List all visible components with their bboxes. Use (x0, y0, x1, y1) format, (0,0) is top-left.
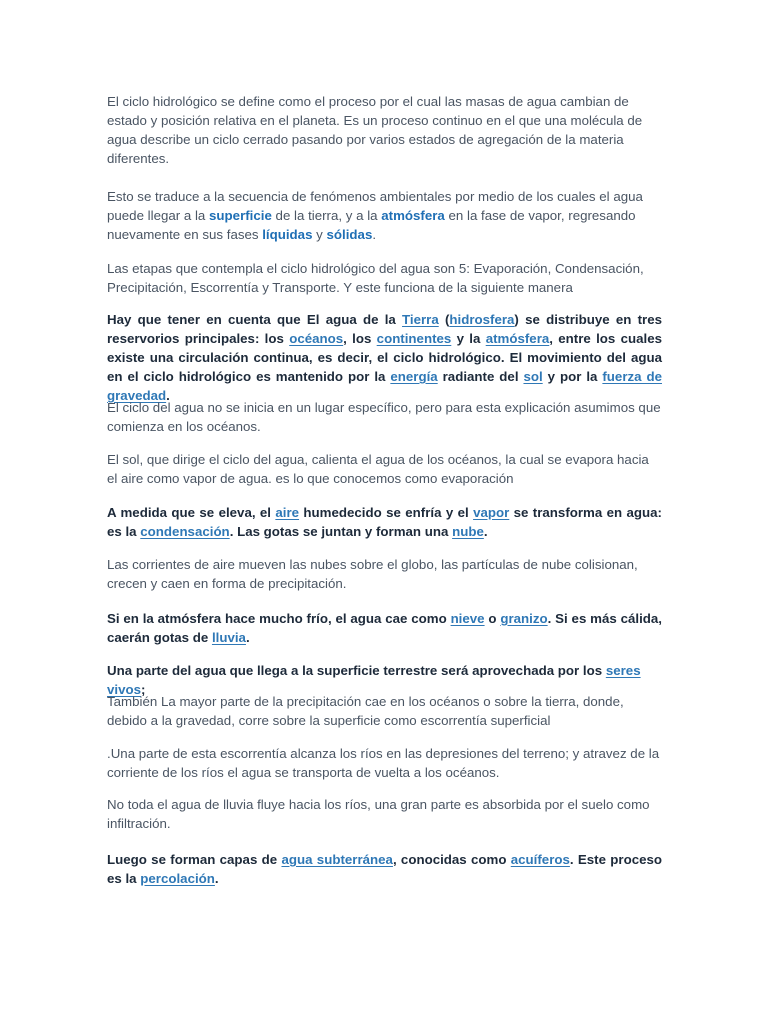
paragraph-condensation (107, 503, 662, 541)
text-run: . (214, 871, 219, 886)
paragraph-definition: El ciclo hidrológico se define como el proceso por el cual las masas de agua cambian de estado y posición relativa en el planeta. Es un proceso continuo en el que una molécula de agua describe un ciclo cerrado pasando por varios estados de agregación de la materia diferentes. (107, 94, 643, 166)
link-acuiferos[interactable]: acuíferos (510, 852, 570, 867)
text-run: humedecido se enfría y el (299, 505, 474, 520)
text-run: y por la (542, 369, 603, 384)
paragraph-stages: Las etapas que contempla el ciclo hidrológico del agua son 5: Evaporación, Condensación, Precipitación, Escorrentía y Transporte. Y este funciona de la siguiente manera (107, 261, 644, 295)
text-run: o (484, 611, 501, 626)
paragraph-snow-rain (107, 609, 662, 647)
text-run: , entre los cuales existe una circulación continua, es decir, el ciclo hidrológico. El movimiento del agua en el ciclo hidrológico es mantenido por la (107, 331, 662, 384)
paragraph-infiltration: No toda el agua de lluvia fluye hacia los ríos, una gran parte es absorbida por el suelo como infiltración. (107, 797, 650, 831)
paragraph-rivers: .Una parte de esta escorrentía alcanza los ríos en las depresiones del terreno; y atravez de la corriente de los ríos el agua se transporta de vuelta a los océanos. (107, 746, 660, 780)
paragraph-precipitation: Las corrientes de aire mueven las nubes sobre el globo, las partículas de nube colisionan, crecen y caen en forma de precipitación. (107, 557, 638, 591)
text-run: Esto se traduce a la secuencia de fenómenos ambientales por medio de los cuales el agua puede llegar a la (107, 189, 643, 223)
link-agua-subterranea[interactable]: agua subterránea (281, 852, 393, 867)
text-run: ; (141, 682, 146, 697)
link-energia[interactable]: energía (390, 369, 438, 384)
paragraph-evaporation: El sol, que dirige el ciclo del agua, calienta el agua de los océanos, la cual se evapora hacia el aire como vapor de agua. es lo que conocemos como evaporación (107, 452, 649, 486)
link-sol[interactable]: sol (523, 369, 543, 384)
text-run: de la tierra, y a la (271, 208, 382, 223)
text-run: Si en la atmósfera hace mucho frío, el agua cae como (107, 611, 451, 626)
link-continentes[interactable]: continentes (376, 331, 452, 346)
keyword-solidas: sólidas (326, 227, 373, 242)
link-nieve[interactable]: nieve (450, 611, 485, 626)
text-run: . (166, 388, 170, 403)
link-hidrosfera[interactable]: hidrosfera (449, 312, 515, 327)
link-atmosfera[interactable]: atmósfera (485, 331, 550, 346)
link-fuerza-de-gravedad[interactable]: fuerza de gravedad (107, 369, 662, 403)
text-run: . Este proceso es la (107, 852, 662, 886)
paragraph-percolation (107, 850, 662, 888)
link-granizo[interactable]: granizo (500, 611, 548, 626)
text-run: Una parte del agua que llega a la superficie terrestre será aprovechada por los (107, 663, 606, 678)
text-run: ) se distribuye en tres reservorios principales: los (107, 312, 662, 346)
text-run: y (312, 227, 327, 242)
text-run: Luego se forman capas de (107, 852, 282, 867)
text-run: y la (451, 331, 486, 346)
paragraph-sequence (107, 187, 662, 244)
text-run: . (372, 227, 377, 242)
text-run: radiante del (437, 369, 524, 384)
link-nube[interactable]: nube (452, 524, 484, 539)
text-run: , conocidas como (392, 852, 511, 867)
text-run: se transforma en agua: es la (107, 505, 662, 539)
link-seres-vivos[interactable]: seres vivos (107, 663, 641, 697)
keyword-superficie: superficie (209, 208, 272, 223)
link-vapor[interactable]: vapor (473, 505, 510, 520)
link-condensacion[interactable]: condensación (140, 524, 230, 539)
keyword-liquidas: líquidas (262, 227, 313, 242)
text-run: . Si es más cálida, caerán gotas de (107, 611, 662, 645)
text-run: . Las gotas se juntan y forman una (229, 524, 453, 539)
text-run: , los (343, 331, 377, 346)
paragraph-start: El ciclo del agua no se inicia en un lugar específico, pero para esta explicación asumimos que comienza en los océanos. (107, 400, 661, 434)
keyword-atmosfera: atmósfera (381, 208, 445, 223)
text-run: Hay que tener en cuenta que El agua de la (107, 312, 403, 327)
text-run: . (245, 630, 250, 645)
link-lluvia[interactable]: lluvia (211, 630, 246, 645)
text-run: en la fase de vapor, regresando nuevamente en sus fases (107, 208, 636, 242)
link-tierra[interactable]: Tierra (402, 312, 439, 327)
paragraph-reservoirs (107, 310, 662, 405)
text-run: . (483, 524, 488, 539)
paragraph-runoff: También La mayor parte de la precipitación cae en los océanos o sobre la tierra, donde, debido a la gravedad, corre sobre la superficie como escorrentía superficial (107, 694, 624, 728)
text-run: ( (438, 312, 450, 327)
link-aire[interactable]: aire (275, 505, 300, 520)
text-run: A medida que se eleva, el (107, 505, 276, 520)
link-oceanos[interactable]: océanos (289, 331, 344, 346)
link-percolacion[interactable]: percolación (140, 871, 215, 886)
